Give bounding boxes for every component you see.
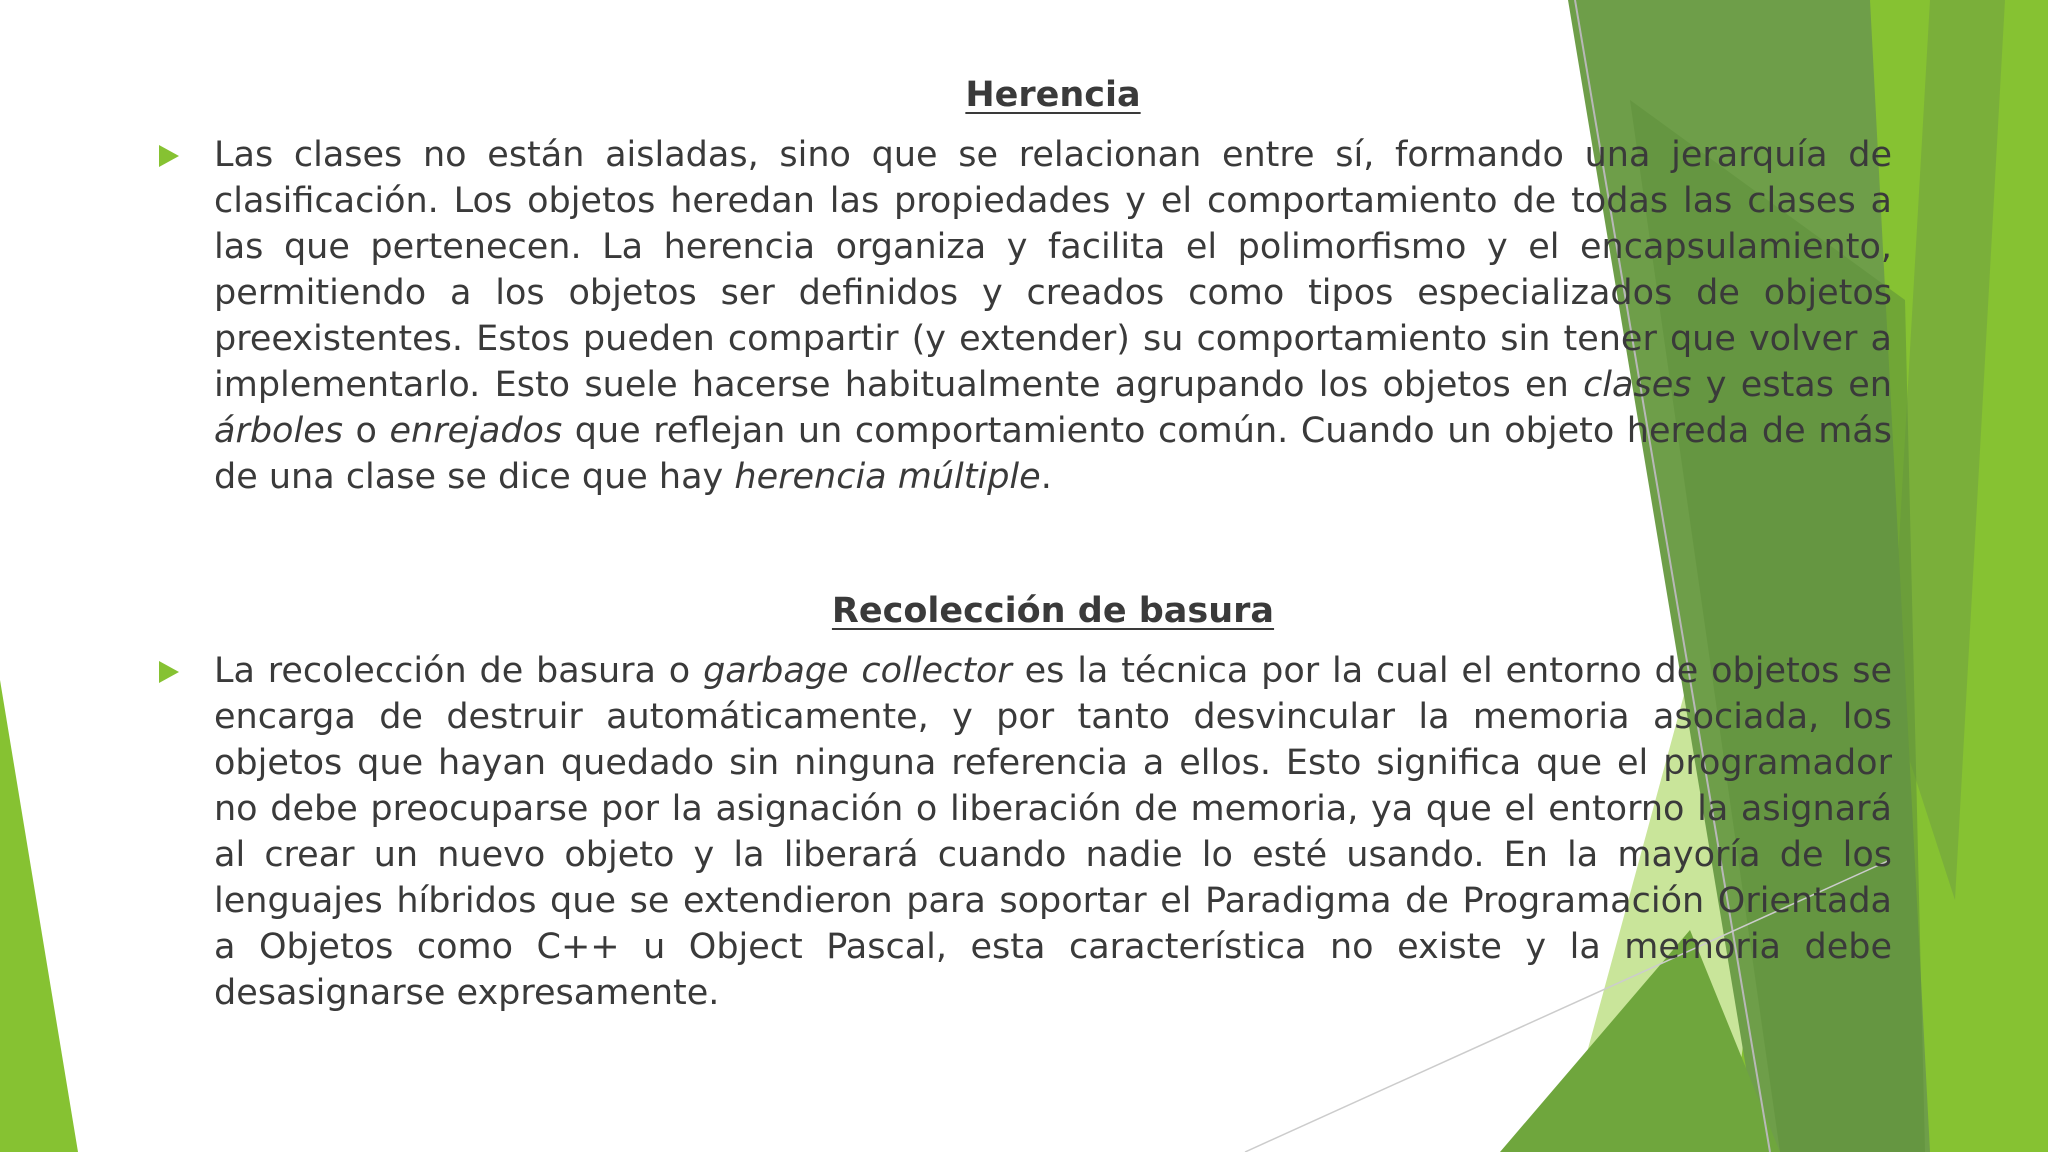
paragraph-herencia: Las clases no están aisladas, sino que se relacionan entre sí, formando una jerarquía de clasificación. Los objetos heredan las propiedades y el comportamiento de todas las clases a las que pertenecen. La herencia organiza y facilita el polimorfismo y el encapsulamiento, permitiendo a los objetos ser definidos y creados como tipos especializados de objetos preexistentes. Estos pueden compartir (y extender) su comportamiento sin tener que volver a implementarlo. Esto suele hacerse habitualmente agrupando los objetos en clases y estas en árboles o enrejados que reflejan un comportamiento común. Cuando un objeto hereda de más de una clase se dice que hay herencia múltiple. [150,132,1892,500]
triangle-bullet-icon [159,661,179,683]
triangle-bullet-icon [159,145,179,167]
left-green-sliver [0,680,78,1152]
content-area [150,72,1892,1016]
heading-recoleccion-de-basura: Recolección de basura [831,591,1275,631]
paragraph-recoleccion-de-basura: La recolección de basura o garbage collector es la técnica por la cual el entorno de objetos se encarga de destruir automáticamente, y por tanto desvincular la memoria asociada, los objetos que hayan quedado sin ninguna referencia a ellos. Esto significa que el programador no debe preocuparse por la asignación o liberación de memoria, ya que el entorno la asignará al crear un nuevo objeto y la liberará cuando nadie lo esté usando. En la mayoría de los lenguajes híbridos que se extendieron para soportar el Paradigma de Programación Orientada a Objetos como C++ u Object Pascal, esta característica no existe y la memoria debe desasignarse expresamente. [150,648,1892,1016]
section-gap [150,500,1892,588]
heading-herencia: Herencia [965,75,1141,115]
